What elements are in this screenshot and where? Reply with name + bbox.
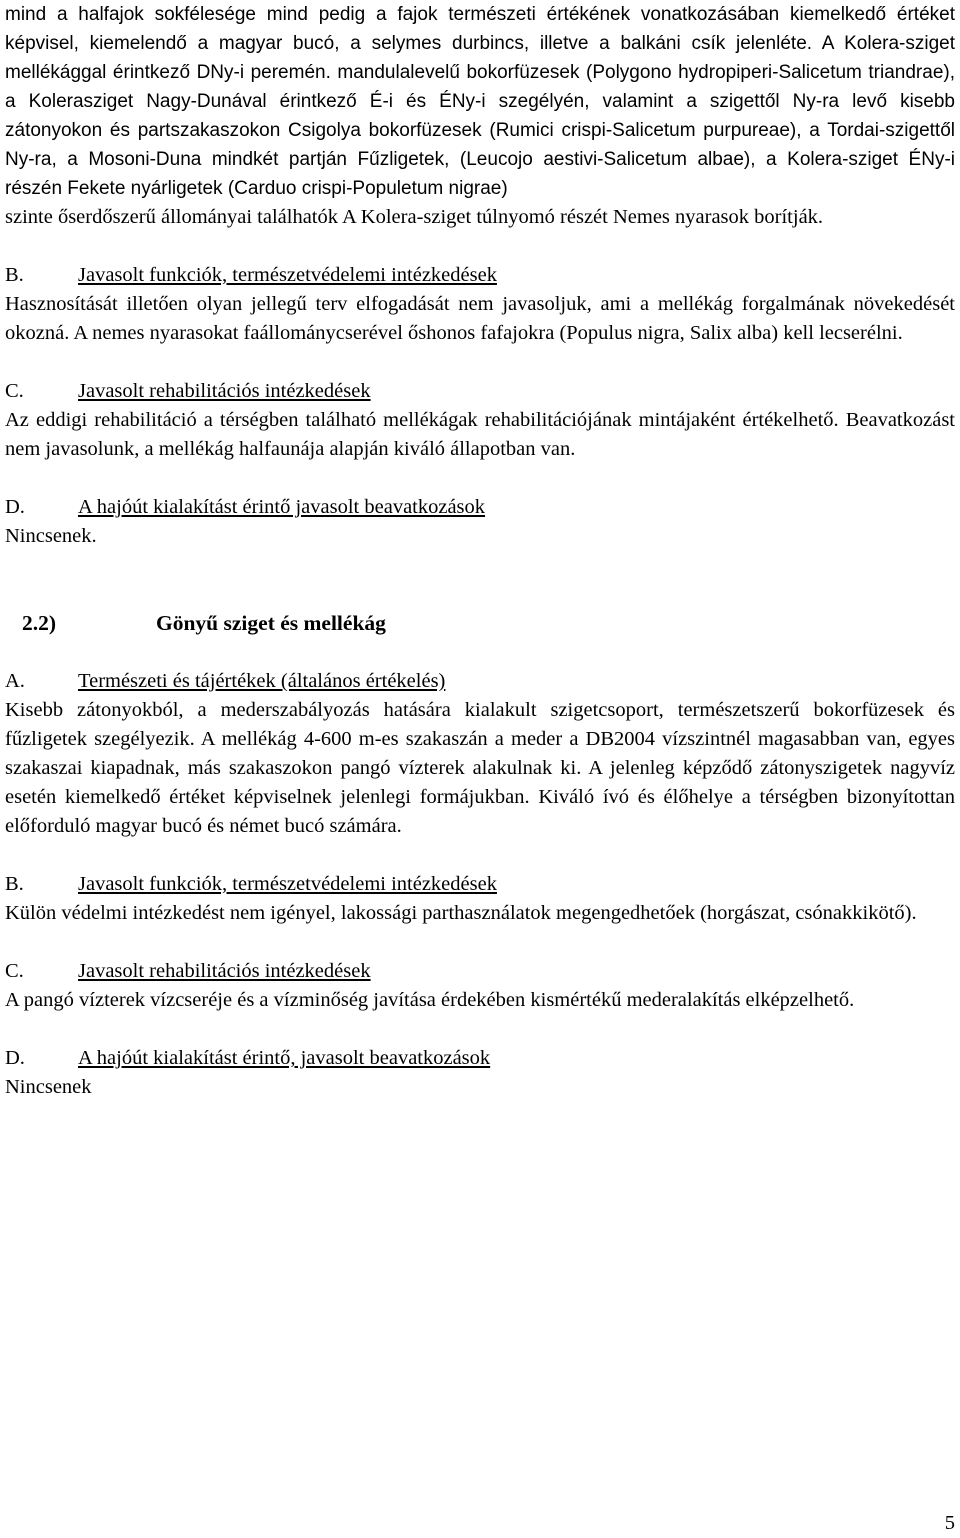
subsection-heading bbox=[5, 493, 955, 522]
section-title bbox=[5, 609, 955, 638]
subsection-letter: D. bbox=[5, 1047, 25, 1069]
section-number: 2.2) bbox=[22, 611, 57, 635]
subsection-letter: B. bbox=[5, 264, 24, 286]
subsection-text: Hasznosítását illetően olyan jellegű terv elfogadását nem javasoljuk, ami a mellékág forgalmának növekedését okozná. A nemes nyarasokat faállománycserével őshonos fafajokra (Populus nigra, Salix alba) kell lecserélni. bbox=[5, 293, 955, 344]
document-page bbox=[5, 0, 955, 1102]
intro-paragraph: mind a halfajok sokfélesége mind pedig a fajok természeti értékének vonatkozásában kiemelkedő értéket képvisel, kiemelendő a magyar bucó, a selymes durbincs, illetve a balkáni csík jelenléte. A Kolera-sziget mellékággal érintkező DNy-i peremén. mandulalevelű bokorfüzesek (Polygono hydropiperi-Salicetum triandrae), a Kolerasziget Nagy-Dunával érintkező É-i és ÉNy-i szegélyén, valamint a szigettől Ny-ra levő kisebb zátonyokon és partszakaszokon Csigolya bokorfüzesek (Rumici crispi-Salicetum purpureae), a Tordai-szigettől Ny-ra, a Mosoni-Duna mindkét partján Fűzligetek, (Leucojo aestivi-Salicetum albae), a Kolera-sziget ÉNy-i részén Fekete nyárligetek (Carduo crispi-Populetum nigrae) bbox=[5, 4, 955, 199]
subsection-d-shipping bbox=[5, 493, 955, 551]
subsection-text: Az eddigi rehabilitáció a térségben található mellékágak rehabilitációjának mintájaként értékelhető. Beavatkozást nem javasolunk, a mellékág halfaunája alapján kiváló állapotban van. bbox=[5, 409, 955, 460]
subsection-heading bbox=[5, 957, 955, 986]
subsection-letter: A. bbox=[5, 670, 25, 692]
subsection-title: Javasolt funkciók, természetvédelemi intézkedések bbox=[78, 264, 497, 286]
subsection-c-rehabilitation bbox=[5, 377, 955, 464]
subsection-b-functions-2 bbox=[5, 870, 955, 928]
page-number: 5 bbox=[944, 1512, 955, 1534]
subsection-text: A pangó vízterek vízcseréje és a vízminőség javítása érdekében kismértékű mederalakítás elképzelhető. bbox=[5, 989, 855, 1011]
subsection-heading bbox=[5, 261, 955, 290]
subsection-title: Javasolt rehabilitációs intézkedések bbox=[78, 380, 371, 402]
subsection-b-functions bbox=[5, 261, 955, 348]
subsection-heading bbox=[5, 870, 955, 899]
subsection-letter: C. bbox=[5, 960, 24, 982]
intro-paragraph-end: szinte őserdőszerű állományai találhatók A Kolera-sziget túlnyomó részét Nemes nyarasok borítják. bbox=[5, 206, 824, 228]
subsection-letter: C. bbox=[5, 380, 24, 402]
subsection-letter: B. bbox=[5, 873, 24, 895]
subsection-text: Nincsenek. bbox=[5, 525, 97, 547]
subsection-text: Nincsenek bbox=[5, 1076, 92, 1098]
subsection-letter: D. bbox=[5, 496, 25, 518]
subsection-text: Kisebb zátonyokból, a mederszabályozás hatására kialakult szigetcsoport, természetszerű bokorfüzesek és fűzligetek szegélyezik. A mellékág 4-600 m-es szakaszán a meder a DB2004 vízszintnél magasabban van, egyes szakaszai kiapadnak, más szakaszokon pangó vízterek alakulnak ki. A jelenleg képződő zátonyszigetek nagyvíz esetén kiemelkedő értéket képviselnek jelenlegi formájukban. Kiváló ívó és élőhelye a térségben bizonyítottan előforduló magyar bucó és német bucó számára. bbox=[5, 699, 955, 837]
subsection-title: Javasolt funkciók, természetvédelemi intézkedések bbox=[78, 873, 497, 895]
subsection-text: Külön védelmi intézkedést nem igényel, lakossági parthasználatok megengedhetőek (horgászat, csónakkikötő). bbox=[5, 902, 917, 924]
subsection-title: A hajóút kialakítást érintő javasolt beavatkozások bbox=[78, 496, 486, 518]
subsection-a-values bbox=[5, 667, 955, 841]
subsection-heading bbox=[5, 667, 955, 696]
subsection-c-rehabilitation-2 bbox=[5, 957, 955, 1015]
subsection-d-shipping-2 bbox=[5, 1044, 955, 1102]
subsection-heading bbox=[5, 377, 955, 406]
subsection-heading bbox=[5, 1044, 955, 1073]
subsection-title: Természeti és tájértékek (általános értékelés) bbox=[78, 670, 446, 692]
subsection-title: Javasolt rehabilitációs intézkedések bbox=[78, 960, 371, 982]
section-name: Gönyű sziget és mellékág bbox=[156, 611, 386, 635]
subsection-title: A hajóút kialakítást érintő, javasolt beavatkozások bbox=[78, 1047, 491, 1069]
